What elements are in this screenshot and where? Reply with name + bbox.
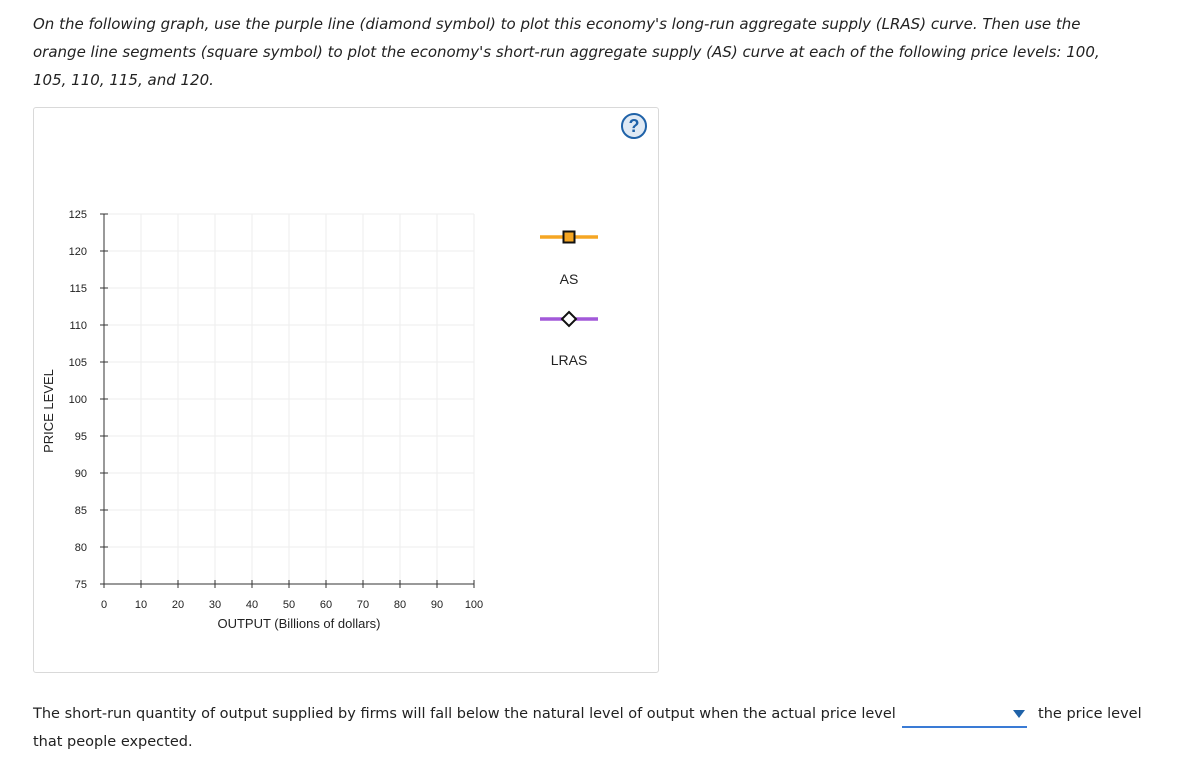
x-tick-label: 0 bbox=[100, 599, 108, 611]
question-text-after: the price level that people expected. bbox=[33, 706, 1142, 750]
y-tick-label: 85 bbox=[74, 505, 87, 517]
legend bbox=[540, 232, 598, 369]
question bbox=[33, 700, 1173, 756]
help-icon[interactable]: ? bbox=[621, 113, 647, 139]
diamond-icon[interactable] bbox=[562, 312, 576, 326]
x-tick-label: 30 bbox=[208, 599, 222, 611]
x-tick-label: 90 bbox=[430, 599, 444, 611]
x-tick-label: 50 bbox=[282, 599, 296, 611]
x-tick-label: 20 bbox=[171, 599, 185, 611]
y-tick-label: 100 bbox=[68, 394, 87, 406]
legend-lras-label: LRAS bbox=[550, 352, 588, 368]
dropdown-arrow-icon bbox=[1013, 710, 1025, 718]
y-tick-label: 105 bbox=[68, 357, 87, 369]
x-tick-label: 80 bbox=[393, 599, 407, 611]
grid-lines bbox=[104, 214, 474, 584]
x-tick-label: 100 bbox=[464, 599, 484, 611]
x-tick-label: 10 bbox=[134, 599, 148, 611]
x-tick-label: 70 bbox=[356, 599, 370, 611]
y-tick-label: 95 bbox=[74, 431, 87, 443]
x-axis-title: OUTPUT (Billions of dollars) bbox=[217, 616, 381, 631]
x-tick-label: 40 bbox=[245, 599, 259, 611]
y-tick-label: 90 bbox=[74, 468, 87, 480]
y-tick-label: 110 bbox=[69, 320, 87, 332]
legend-as-label: AS bbox=[559, 271, 579, 287]
x-tick-label: 60 bbox=[319, 599, 333, 611]
y-tick-label: 75 bbox=[74, 579, 87, 591]
square-icon[interactable] bbox=[564, 232, 575, 243]
tick-labels bbox=[69, 209, 484, 611]
y-tick-label: 115 bbox=[69, 283, 87, 295]
question-text-before: The short-run quantity of output supplied by firms will fall below the natural level of output when the actual price level bbox=[33, 706, 896, 722]
price-comparison-dropdown[interactable] bbox=[902, 706, 1027, 728]
y-tick-label: 125 bbox=[68, 209, 87, 221]
y-axis-title: PRICE LEVEL bbox=[41, 369, 56, 453]
y-tick-label: 120 bbox=[68, 246, 87, 258]
instructions-text: On the following graph, use the purple line (diamond symbol) to plot this economy's long-run aggregate supply (LRAS) curve. Then use the orange line segments (square symbol) to plot the economy's short-run aggregate supply (AS) curve at each of the following price levels: 100, 105, 110, 115, and 120. bbox=[33, 15, 1100, 89]
y-tick-label: 80 bbox=[74, 542, 87, 554]
axes bbox=[100, 214, 474, 588]
